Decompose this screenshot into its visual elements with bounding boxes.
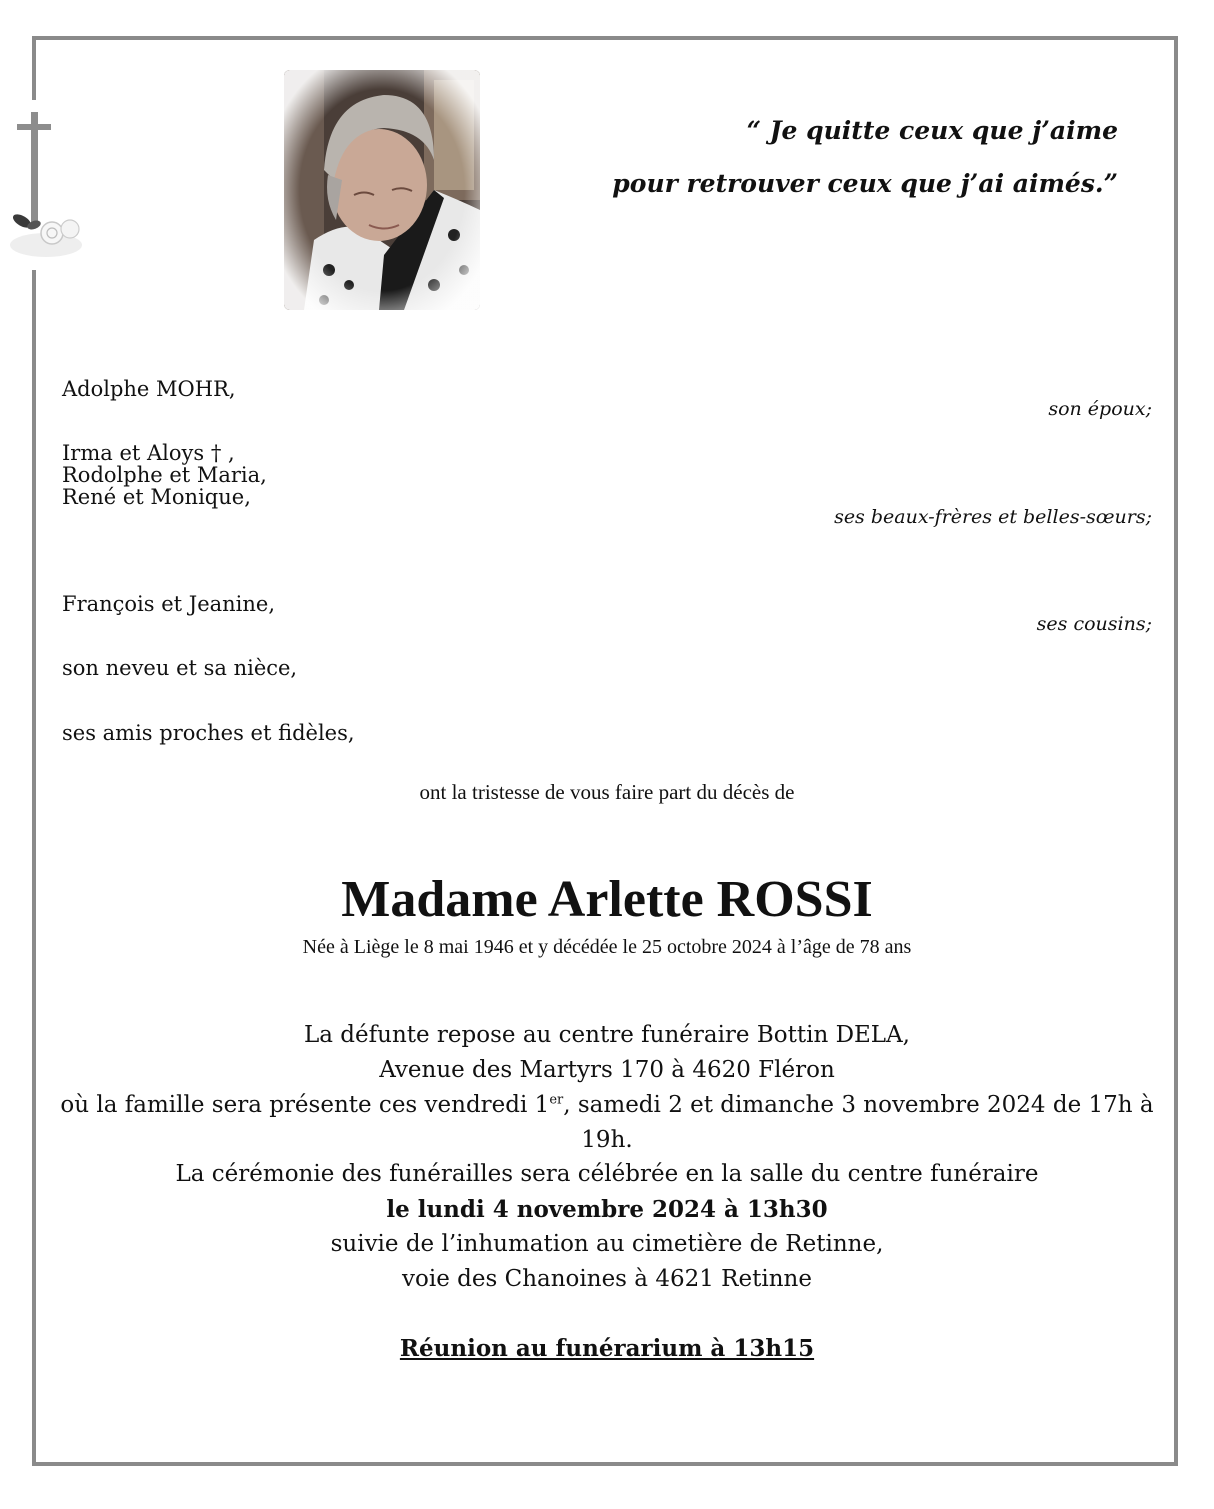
deceased-name: Madame Arlette ROSSI: [341, 871, 873, 928]
family-relation: ses cousins;: [1036, 613, 1152, 635]
rest-line-3: [40, 1088, 1174, 1158]
ceremony-line-3: suivie de l’inhumation au cimetière de Retinne,: [330, 1231, 884, 1257]
meeting-info: [40, 1331, 1174, 1367]
family-name: François et Jeanine,: [62, 592, 276, 616]
portrait-photo: [284, 70, 480, 310]
ceremony-line-1: La cérémonie des funérailles sera célébrée en la salle du centre funéraire: [175, 1161, 1039, 1187]
family-name: Adolphe MOHR,: [62, 377, 236, 401]
quote-line-2: pour retrouver ceux que j’ai aimés.”: [612, 169, 1118, 198]
rest-line-3-sup: er: [549, 1092, 564, 1108]
ceremony-details: [40, 1157, 1174, 1297]
ceremony-date: le lundi 4 novembre 2024 à 13h30: [386, 1196, 828, 1223]
cross-icon-bar: [17, 124, 51, 130]
family-name: ses amis proches et fidèles,: [62, 721, 355, 745]
rest-line-2: Avenue des Martyrs 170 à 4620 Fléron: [379, 1057, 835, 1083]
rest-line-1: La défunte repose au centre funéraire Bottin DELA,: [303, 1022, 910, 1048]
family-name: René et Monique,: [62, 485, 251, 509]
quote-line-1: “ Je quitte ceux que j’aime: [746, 116, 1118, 145]
family-name: Irma et Aloys † ,: [62, 441, 235, 465]
family-name: son neveu et sa nièce,: [62, 656, 298, 680]
rest-line-3-pre: où la famille sera présente ces vendredi 1: [60, 1092, 550, 1118]
rest-line-3-post: , samedi 2 et dimanche 3 novembre 2024 de 17h à 19h.: [563, 1092, 1154, 1153]
family-relation: ses beaux-frères et belles-sœurs;: [834, 506, 1152, 528]
family-name: Rodolphe et Maria,: [62, 463, 267, 487]
announcement-text: ont la tristesse de vous faire part du décès de: [419, 780, 795, 804]
rest-details: [40, 1018, 1174, 1158]
rose-icon: [8, 205, 84, 261]
ceremony-line-4: voie des Chanoines à 4621 Retinne: [402, 1266, 812, 1292]
deceased-dates: Née à Liège le 8 mai 1946 et y décédée le 25 octobre 2024 à l’âge de 78 ans: [302, 936, 912, 958]
family-relation: son époux;: [1048, 398, 1152, 420]
meeting-text: Réunion au funérarium à 13h15: [399, 1335, 815, 1362]
